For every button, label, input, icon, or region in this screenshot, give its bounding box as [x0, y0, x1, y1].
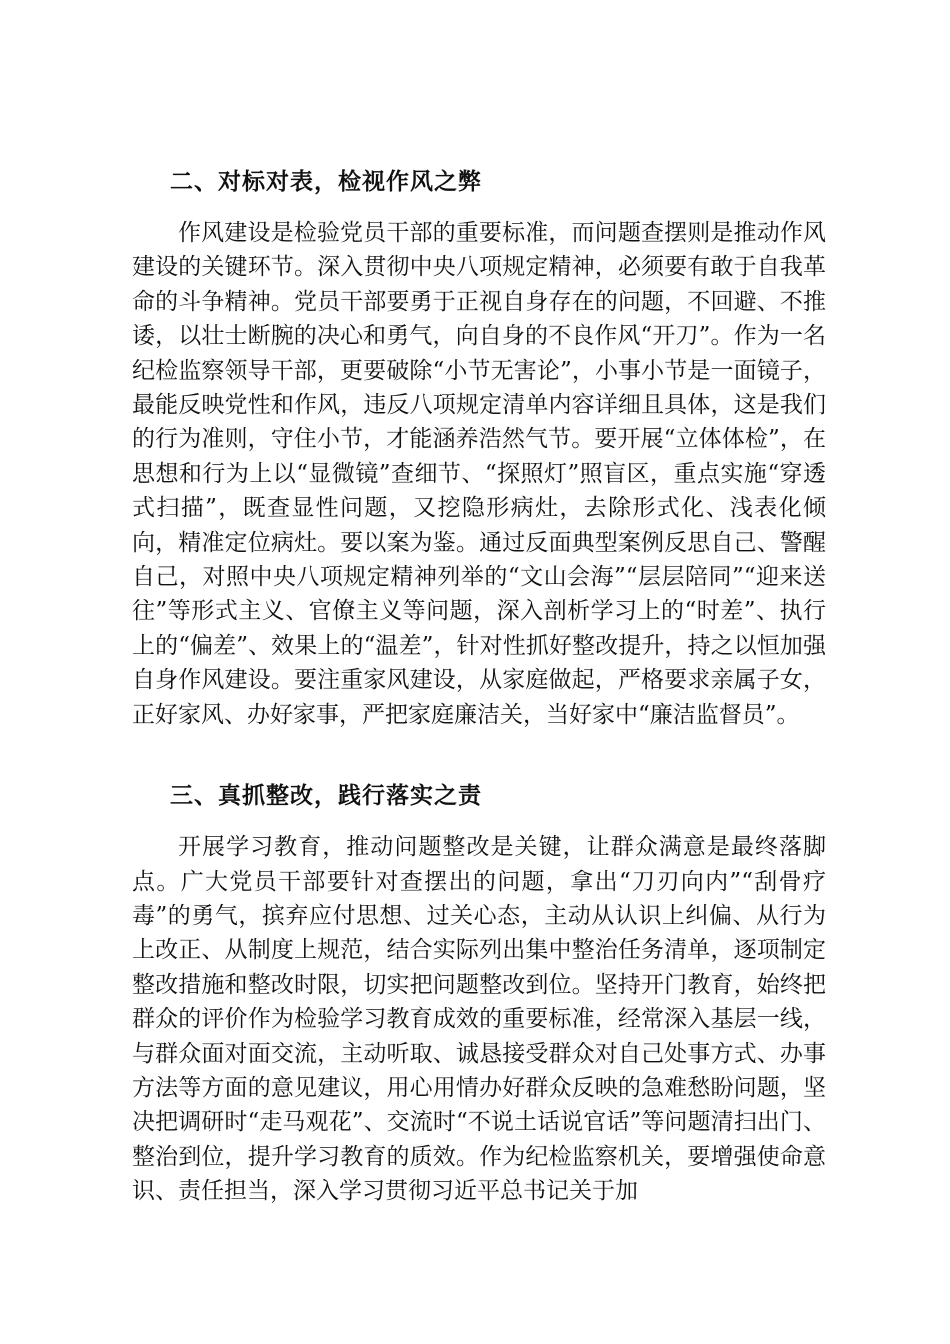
section-two-paragraph: 作风建设是检验党员干部的重要标准，而问题查摆则是推动作风建设的关键环节。深入贯彻中央八项规定精神，必须要有敢于自我革命的斗争精神。党员干部要勇于正视自身存在的问题，不回避、不推诿，以壮士断腕的决心和勇气，向自身的不良作风“开刀”。作为一名纪检监察领导干部，更要破除“小节无害论”，小事小节是一面镜子，最能反映党性和作风，违反八项规定清单内容详细且具体，这是我们的行为准则，守住小节，才能涵养浩然气节。要开展“立体体检”，在思想和行为上以“显微镜”查细节、“探照灯”照盲区，重点实施“穿透式扫描”，既查显性问题，又挖隐形病灶，去除形式化、浅表化倾向，精准定位病灶。要以案为鉴。通过反面典型案例反思自己、警醒自己，对照中央八项规定精神列举的“文山会海”“层层陪同”“迎来送往”等形式主义、官僚主义等问题，深入剖析学习上的“时差”、执行上的“偏差”、效果上的“温差”，针对性抓好整改提升，持之以恒加强自身作风建设。要注重家风建设，从家庭做起，严格要求亲属子女，正好家风、办好家事，严把家庭廉洁关，当好家中“廉洁监督员”。 — [132, 220, 826, 728]
section-three-heading: 三、真抓整改，践行落实之责 — [170, 782, 482, 810]
section-three — [132, 776, 826, 1208]
document-body — [132, 162, 826, 1209]
section-two-heading: 二、对标对表，检视作风之弊 — [170, 168, 482, 195]
section-three-paragraph: 开展学习教育，推动问题整改是关键，让群众满意是最终落脚点。广大党员干部要针对查摆出的问题，拿出“刀刃向内”“刮骨疗毒”的勇气，摈弃应付思想、过关心态，主动从认识上纠偏、从行为上改正、从制度上规范，结合实际列出集中整治任务清单，逐项制定整改措施和整改时限，切实把问题整改到位。坚持开门教育，始终把群众的评价作为检验学习教育成效的重要标准，经常深入基层一线，与群众面对面交流，主动听取、诚恳接受群众对自己处事方式、办事方法等方面的意见建议，用心用情办好群众反映的急难愁盼问题，坚决把调研时“走马观花”、交流时“不说土话说官话”等问题清扫出门、整治到位，提升学习教育的质效。作为纪检监察机关，要增强使命意识、责任担当，深入学习贯彻习近平总书记关于加 — [132, 834, 826, 1205]
section-two — [132, 162, 826, 732]
